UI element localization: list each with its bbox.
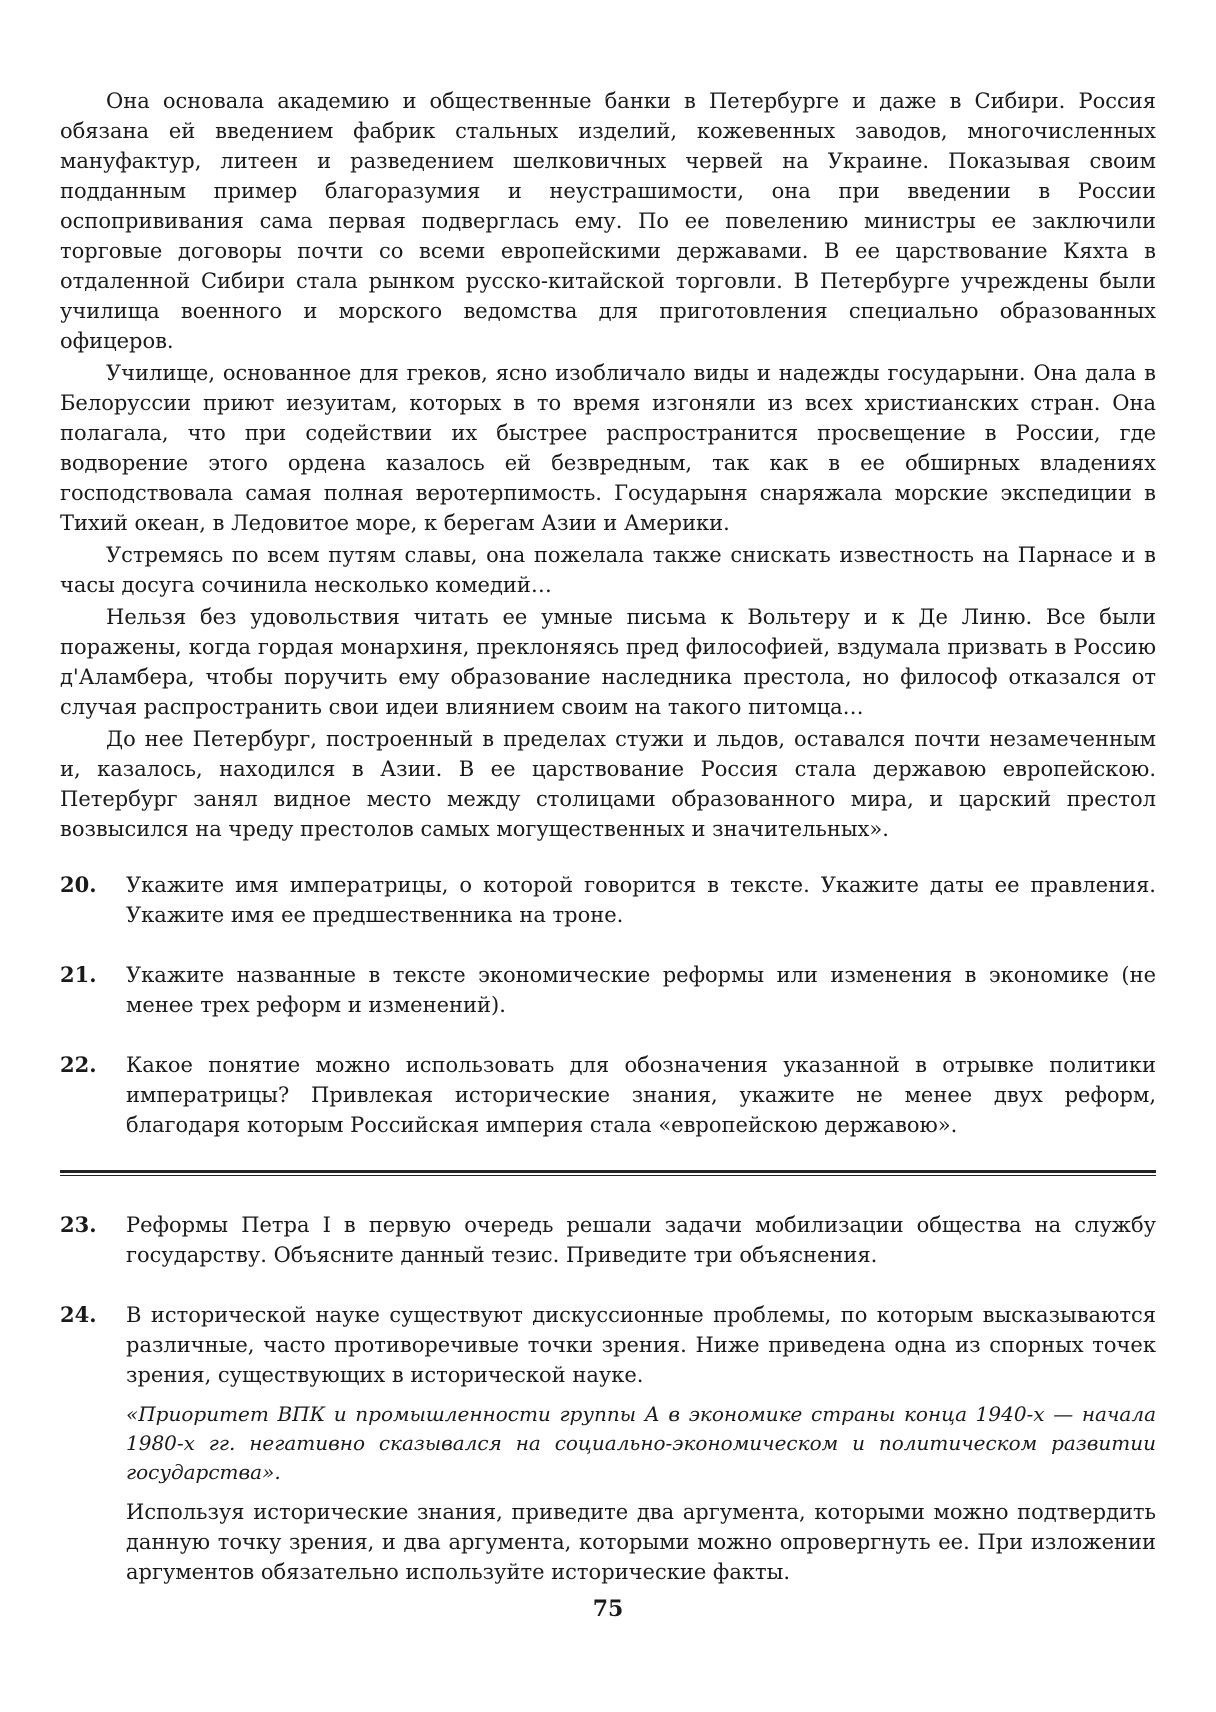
task-24 [60,1300,1156,1587]
task-number: 21. [60,962,97,987]
passage-paragraph: Нельзя без удовольствия читать ее умные письма к Вольтеру и к Де Линю. Все были поражены, когда гордая монархиня, преклоняясь пред философией, вздумала призвать в Россию д'Аламбера, чтобы поручить ему образование наследника престола, но философ отказался от случая распространить свои идеи влиянием своим на такого питомца… [60,605,1156,719]
passage-paragraph: Она основала академию и общественные банки в Петербурге и даже в Сибири. Россия обязана ей введением фабрик стальных изделий, кожевенных заводов, многочисленных мануфактур, литеен и разведением шелковичных червей на Украине. Показывая своим подданным пример благоразумия и неустрашимости, она при введении в России оспопрививания сама первая подверглась ему. По ее повелению министры ее заключили торговые договоры почти со всеми европейскими державами. В ее царствование Кяхта в отдаленной Сибири стала рынком русско-китайской торговли. В Петербурге учреждены были училища военного и морского ведомства для приготовления специально образованных офицеров. [60,89,1156,353]
task-text: Укажите имя императрицы, о которой говорится в тексте. Укажите даты ее правления. Укажите имя ее предшественника на троне. [126,873,1156,927]
task-text: Укажите названные в тексте экономические реформы или изменения в экономике (не менее трех реформ и изменений). [126,963,1156,1017]
task-22 [60,1050,1156,1140]
task-number: 24. [60,1302,97,1327]
passage-paragraph: Училище, основанное для греков, ясно изобличало виды и надежды государыни. Она дала в Белоруссии приют иезуитам, которых в то время изгоняли из всех христианских стран. Она полагала, что при содействии их быстрее распространится просвещение в России, где водворение этого ордена казалось ей безвредным, так как в ее обширных владениях господствовала самая полная веротерпимость. Государыня снаряжала морские экспедиции в Тихий океан, в Ледовитое море, к берегам Азии и Америки. [60,361,1156,535]
task-intro: В исторической науке существуют дискуссионные проблемы, по которым высказываются различные, часто противоречивые точки зрения. Ниже приведена одна из спорных точек зрения, существующих в исторической науке. [126,1303,1156,1387]
task-23 [60,1210,1156,1270]
task-instruction: Используя исторические знания, приведите два аргумента, которыми можно подтвердить данную точку зрения, и два аргумента, которыми можно опровергнуть ее. При изложении аргументов обязательно используйте исторические факты. [126,1500,1156,1584]
task-list-2 [60,1210,1156,1587]
task-number: 23. [60,1212,97,1237]
task-21 [60,960,1156,1020]
task-20 [60,870,1156,930]
passage-paragraph: До нее Петербург, построенный в пределах стужи и льдов, оставался почти незамеченным и, казалось, находился в Азии. В ее царствование Россия стала державою европейскою. Петербург занял видное место между столицами образованного мира, и царский престол возвысился на чреду престолов самых могущественных и значительных». [60,727,1156,841]
source-passage [60,86,1156,844]
task-text: Какое понятие можно использовать для обозначения указанной в отрывке политики императрицы? Привлекая исторические знания, укажите не менее двух реформ, благодаря которым Российская империя стала «европейскою державою». [126,1053,1156,1137]
page-number: 75 [592,1596,624,1622]
task-quote: «Приоритет ВПК и промышленности группы А в экономике страны конца 1940-х — начала 1980-х гг. негативно сказывался на социально-экономическом и политическом развитии государства». [126,1402,1156,1484]
task-text: Реформы Петра I в первую очередь решали задачи мобилизации общества на службу государству. Объясните данный тезис. Приведите три объяснения. [126,1213,1156,1267]
page-content [60,86,1156,1617]
passage-paragraph: Устремясь по всем путям славы, она пожелала также снискать известность на Парнасе и в часы досуга сочинила несколько комедий… [60,543,1156,597]
section-divider [60,1170,1156,1176]
task-number: 22. [60,1052,97,1077]
task-number: 20. [60,872,97,897]
task-list [60,870,1156,1140]
